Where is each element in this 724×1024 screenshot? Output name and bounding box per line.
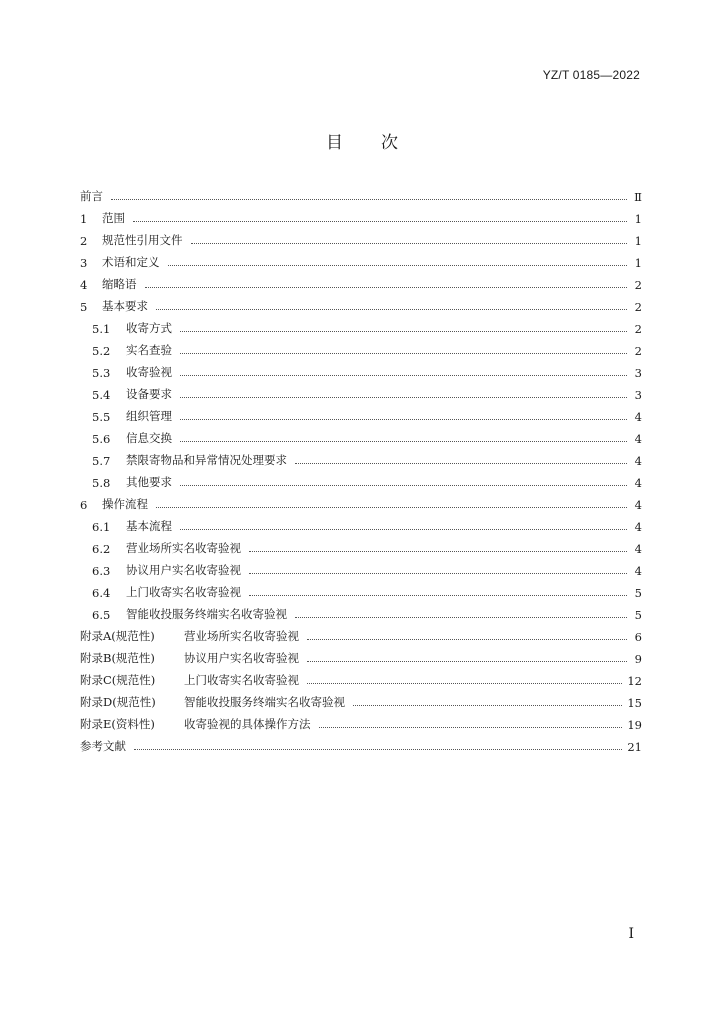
toc-entry-number: 6.3 [92, 564, 111, 578]
toc-entry-page: 15 [627, 696, 642, 710]
toc-entry[interactable] [80, 358, 642, 380]
toc-entry[interactable] [80, 424, 642, 446]
toc-entry-number: 2 [80, 234, 88, 248]
toc-leader-dots [307, 683, 622, 684]
page-number: I [628, 926, 634, 942]
toc-entry-number: 5.5 [92, 410, 111, 424]
toc-leader-dots [249, 595, 627, 596]
toc-entry[interactable] [80, 226, 642, 248]
toc-entry-page: 4 [634, 432, 642, 446]
toc-entry[interactable] [80, 732, 642, 754]
toc-entry[interactable] [80, 446, 642, 468]
toc-leader-dots [133, 221, 627, 222]
toc-entry[interactable] [80, 644, 642, 666]
toc-entry-label: 信息交换 [126, 431, 172, 445]
toc-leader-dots [180, 397, 627, 398]
toc-entry-label: 收寄验视 [126, 365, 172, 379]
toc-entry-number: 5.4 [92, 388, 111, 402]
toc-entry-page: 5 [634, 586, 642, 600]
toc-entry-page: 2 [634, 300, 642, 314]
toc-entry[interactable] [80, 622, 642, 644]
toc-entry-label: 协议用户实名收寄验视 [126, 563, 241, 577]
toc-leader-dots [134, 749, 622, 750]
toc-entry[interactable] [80, 182, 642, 204]
toc-entry-label: 收寄验视的具体操作方法 [184, 717, 311, 731]
toc-leader-dots [156, 309, 627, 310]
toc-entry-label: 营业场所实名收寄验视 [126, 541, 241, 555]
toc-leader-dots [295, 463, 627, 464]
toc-leader-dots [168, 265, 628, 266]
toc-entry-page: 4 [634, 498, 642, 512]
toc-entry[interactable] [80, 490, 642, 512]
toc-leader-dots [249, 551, 627, 552]
toc-entry[interactable] [80, 512, 642, 534]
toc-entry-number: 6.5 [92, 608, 111, 622]
toc-entry-page: 2 [634, 278, 642, 292]
toc-entry-label: 基本流程 [126, 519, 172, 533]
toc-entry-number: 6.4 [92, 586, 111, 600]
toc-entry-page: 12 [627, 674, 642, 688]
toc-leader-dots [307, 639, 627, 640]
toc-entry-page: 19 [627, 718, 642, 732]
standard-code: YZ/T 0185—2022 [542, 68, 640, 82]
toc-entry-page: 1 [634, 234, 642, 248]
toc-entry-page: 9 [634, 652, 642, 666]
toc-entry-page: 4 [634, 520, 642, 534]
toc-entry-number: 附录B(规范性) [80, 651, 155, 665]
toc-leader-dots [180, 353, 627, 354]
toc-entry-label: 智能收投服务终端实名收寄验视 [184, 695, 345, 709]
toc-entry[interactable] [80, 204, 642, 226]
toc-entry-page: 4 [634, 410, 642, 424]
toc-entry-page: 2 [634, 344, 642, 358]
toc-leader-dots [191, 243, 628, 244]
toc-entry-label: 缩略语 [102, 277, 137, 291]
toc-entry[interactable] [80, 314, 642, 336]
toc-leader-dots [156, 507, 627, 508]
toc-entry-label: 智能收投服务终端实名收寄验视 [126, 607, 287, 621]
toc-entry-label: 前言 [80, 189, 103, 203]
toc-entry-label: 收寄方式 [126, 321, 172, 335]
toc-entry[interactable] [80, 380, 642, 402]
toc-leader-dots [319, 727, 623, 728]
toc-leader-dots [180, 375, 627, 376]
table-of-contents [80, 182, 642, 754]
toc-entry-number: 5.8 [92, 476, 111, 490]
toc-entry[interactable] [80, 336, 642, 358]
toc-entry-page: 3 [634, 388, 642, 402]
toc-entry[interactable] [80, 270, 642, 292]
toc-entry-label: 其他要求 [126, 475, 172, 489]
toc-entry-label: 上门收寄实名收寄验视 [126, 585, 241, 599]
toc-entry-page: 6 [634, 630, 642, 644]
toc-entry[interactable] [80, 710, 642, 732]
toc-entry-number: 5.1 [92, 322, 111, 336]
toc-leader-dots [180, 529, 627, 530]
toc-leader-dots [180, 419, 627, 420]
toc-entry-label: 基本要求 [102, 299, 148, 313]
toc-entry-page: 4 [634, 564, 642, 578]
toc-entry[interactable] [80, 666, 642, 688]
toc-entry[interactable] [80, 600, 642, 622]
toc-entry[interactable] [80, 292, 642, 314]
toc-entry[interactable] [80, 534, 642, 556]
toc-entry-label: 范围 [102, 211, 125, 225]
toc-leader-dots [249, 573, 627, 574]
toc-entry[interactable] [80, 468, 642, 490]
toc-entry-page: 1 [634, 212, 642, 226]
toc-entry[interactable] [80, 688, 642, 710]
toc-leader-dots [111, 199, 627, 200]
toc-entry-number: 附录D(规范性) [80, 695, 156, 709]
toc-entry-page: 2 [634, 322, 642, 336]
toc-entry-number: 6.1 [92, 520, 111, 534]
toc-entry-page: 5 [634, 608, 642, 622]
toc-entry-label: 营业场所实名收寄验视 [184, 629, 299, 643]
toc-entry-label: 实名查验 [126, 343, 172, 357]
toc-entry-number: 6 [80, 498, 88, 512]
toc-entry-page: 1 [634, 256, 642, 270]
toc-entry[interactable] [80, 248, 642, 270]
toc-entry-label: 规范性引用文件 [102, 233, 183, 247]
toc-entry-number: 5.3 [92, 366, 111, 380]
toc-entry-label: 协议用户实名收寄验视 [184, 651, 299, 665]
toc-entry-label: 组织管理 [126, 409, 172, 423]
toc-entry[interactable] [80, 402, 642, 424]
toc-leader-dots [180, 441, 627, 442]
toc-entry-number: 5.7 [92, 454, 111, 468]
toc-entry-number: 6.2 [92, 542, 111, 556]
toc-entry-page: 3 [634, 366, 642, 380]
toc-entry-number: 附录A(规范性) [80, 629, 155, 643]
toc-leader-dots [307, 661, 627, 662]
toc-entry-label: 设备要求 [126, 387, 172, 401]
toc-entry-label: 禁限寄物品和异常情况处理要求 [126, 453, 287, 467]
toc-entry-page: 4 [634, 476, 642, 490]
toc-title: 目次 [326, 133, 436, 153]
toc-leader-dots [353, 705, 622, 706]
toc-entry[interactable] [80, 578, 642, 600]
toc-leader-dots [180, 485, 627, 486]
toc-leader-dots [145, 287, 628, 288]
toc-leader-dots [295, 617, 627, 618]
toc-leader-dots [180, 331, 627, 332]
toc-entry-number: 3 [80, 256, 88, 270]
toc-entry-label: 术语和定义 [102, 255, 160, 269]
toc-entry[interactable] [80, 556, 642, 578]
toc-entry-number: 附录C(规范性) [80, 673, 156, 687]
toc-entry-label: 操作流程 [102, 497, 148, 511]
toc-entry-number: 1 [80, 212, 88, 226]
toc-entry-number: 附录E(资料性) [80, 717, 155, 731]
toc-entry-label: 上门收寄实名收寄验视 [184, 673, 299, 687]
toc-entry-page: 4 [634, 542, 642, 556]
toc-entry-page: 21 [627, 740, 642, 754]
toc-entry-number: 5.2 [92, 344, 111, 358]
toc-entry-label: 参考文献 [80, 739, 126, 753]
toc-entry-number: 5.6 [92, 432, 111, 446]
toc-entry-page: Ⅱ [634, 190, 642, 204]
toc-entry-page: 4 [634, 454, 642, 468]
toc-entry-number: 5 [80, 300, 88, 314]
toc-entry-number: 4 [80, 278, 88, 292]
